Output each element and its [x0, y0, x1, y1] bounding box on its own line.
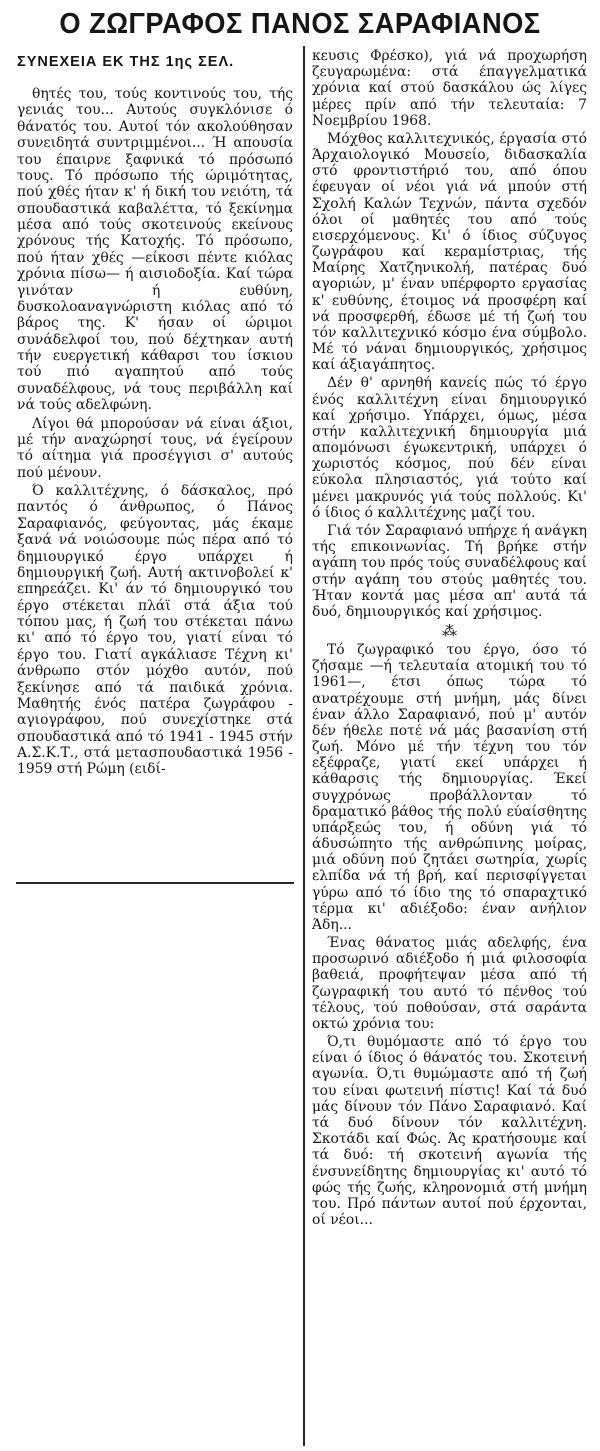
article-headline: Ο ΖΩΓΡΑΦΟΣ ΠΑΝΟΣ ΣΑΡΑΦΙΑΝΟΣ — [59, 8, 541, 40]
paragraph: Ό,τι θυμόμαστε από τό έργο του είναι ό ίδιος ό θάνατός του. Σκοτεινή αγωνία. Ό,τι θυμώμαστε από τή ζωή του είναι φωτεινή πίστις! Καί τά δυό μάς δίνουν τόν Πάνο Σαραφιανό. Καί τά δυό δίνουν τόν καλλιτέχνη. Σκοτάδι καί Φώς. Άς κρατήσουμε καί τά δυό: τή σκοτεινή αγωνία τής ένσυνείδητης δημιουργίας κι' αυτό τό φώς τής ζωής, κληρονομιά στή μνήμη του. Πρό πάντων αυτοί πού έρχονται, οί νέοι... — [312, 1034, 587, 1229]
paragraph: κευσις Φρέσκο), γιά νά προχωρήση ζευγαρωμένα: στά έπαγγελματικά χρόνια καί στού δασκάλου ώς λίγες μέρες πρίν από τήν τελευταία: 7 Νοεμβρίου 1968. — [312, 48, 587, 129]
left-column — [17, 86, 293, 886]
paragraph: Ένας θάνατος μιάς αδελφής, ένα προσωρινό αδιέξοδο ή μιά φιλοσοφία βαθειά, προφήτεψαν μέσα από τή ζωγραφική του αυτό τό πένθος τού τέλους, τού ποθούσαν, στά σαράντα οκτώ χρόνια του: — [312, 935, 587, 1032]
column-divider — [303, 46, 305, 1446]
paragraph: Γιά τόν Σαραφιανό υπήρχε ή ανάγκη τής επικοινωνίας. Τή βρήκε στήν αγάπη του πρός τούς συναδέλφους καί στήν αγάπη του στούς μαθητές του. Ήταν κοντά μας μέσα απ' αυτά τά δυό, δημιουργικός καί χρήσιμος. — [312, 522, 587, 620]
paragraph: Δέν θ' αρνηθή κανείς πώς τό έργο ένός καλλιτέχνη είναι δημιουργικό καί χρήσιμο. Υπάρχει, όμως, μέσα στήν καλλιτεχνική δημιουργία μιά απομόνωσι έγωκεντρική, υπάρχει ό χωριστός κόσμος, πού δέν είναι εύκολα πλησιαστός, γιά τούτο καί μένει μακρυνός γιά τούς πολλούς. Κι' ό ίδιος ό καλλιτέχνης μαζί του. — [312, 375, 587, 521]
section-separator: ⁂ — [442, 622, 457, 641]
paragraph: θητές του, τούς κοντινούς του, τής γενιάς του... Αυτούς συγκλόνισε ό θάνατός του. Αυτοί τόν ακολούθησαν συνειδητά συντριμμένοι... Ή απουσία του έπαιρνε ξαφνικά τό πρόσωπό τους. Τό πρόσωπο τής ώριμότητας, πού χθές ήταν κ' ή δική του νειότη, τά σπουδαστικά καβαλέττα, τό ξεκίνημα μέσα από τούς σκοτεινούς εκείνους χρόνους τής Κατοχής. Τό πρόσωπο, πού ήταν χθές —είκοσι πέντε κιόλας χρόνια πίσω— ή αισιοδοξία. Καί τώρα γινόταν ή ευθύνη, δυσκολοαναγνώριστη κιόλας από τό βάρος της. Κ' ήσαν οί ώριμοι συνάδελφοί του, πού δέχτηκαν αυτή τήν ευεργετική κάθαρσι του ίσκιου τού πιό αγαπητού από τούς συναδέλφους, νά τους περιβάλλη καί νά τούς αδελφώνη. — [17, 86, 293, 414]
paragraph: Λίγοι θά μπορούσαν νά είναι άξιοι, μέ τήν αναχώρησί τους, νά έγείρουν τό αίτημα γιά προσέγγισι σ' αυτούς πού μένουν. — [17, 415, 293, 481]
paragraph: Τό ζωγραφικό του έργο, όσο τό ζήσαμε —ή τελευταία ατομική του τό 1961—, έτσι όπως τώρα τό ανατρέχουμε στή μνήμη, μάς δίνει έναν άλλο Σαραφιανό, πού μ' αυτόν δέν ήθελε ποτέ νά μάς βασανίση στή ζωή. Μόνο μέ τήν τέχνη του τόν εξέφραζε, γιατί εκεί υπάρχει ή κάθαρσις τής δημιουργίας. Έκεί συγχρόνως προβάλλονταν τό δραματικό βάθος τής πολύ εύαίσθητης υπάρξεώς του, ή οδύνη γιά τό άδυσώπητο τής ανθρώπινης μοίρας, μιά οδύνη πού ζητάει σωτηρία, χωρίς ελπίδα νά τή βρή, καί περισφίγγεται γύρω από τό ίδιο της τό σπαραχτικό τέρμα κι' αδιέξοδο: έναν ανήλιον Άδη... — [312, 642, 587, 933]
paragraph: Μόχθος καλλιτεχνικός, έργασία στό Άρχαιολογικό Μουσείο, διδασκαλία στό φροντιστήριό του, από όπου έφευγαν οί νέοι γιά νά μπούν στή Σχολή Καλών Τεχνών, πάντα σχεδόν όλοι οί μαθητές του από τούς εισερχόμενους. Κι' ό ίδιος σύζυγος ζωγράφου καί κεραμίστριας, τής Μαίρης Χατζηνικολή, πατέρας δυό αγοριών, μ' έναν υπέρφορτο εργασίας κ' ευθύνης, έτοιμος νά προσφέρη καί νά προσφερθή, έδωσε μέ τή ζωή του τόν καλλιτεχνικό κόσμο ένα σύμβολο. Μέ τό νάναι δημιουργικός, χρήσιμος καί άξιαγάπητος. — [312, 130, 587, 374]
paragraph: Ό καλλιτέχνης, ό δάσκαλος, πρό παντός ό άνθρωπος, ό Πάνος Σαραφιανός, φεύγοντας, μάς έκαμε ξανά νά νοιώσουμε πώς πέρα από τό δημιουργικό έργο υπάρχει ή δημιουργική ζωή. Αυτή ακτινοβολεί κ' επηρεάζει. Κι' άν τό δημιουργικό του έργο στέκεται πλάϊ στά άξια τού τόπου μας, ή ζωή του στέκεται πάνω κι' από τό έργο του, γιατί είναι τό έργο του. Γιατί αγκάλιασε Τέχνη κι' άνθρωπο στόν μόχθο αυτόν, πού ξεκίνησε από τά παιδικά χρόνια. Μαθητής ένός πατέρα ζωγράφου - αγιογράφου, πού συνεχίστηκε στά σπουδαστικά από τό 1941 - 1945 στήν Α.Σ.Κ.Τ., στά μετασπουδαστικά 1956 - 1959 στή Ρώμη (ειδί- — [17, 483, 293, 778]
continuation-note: ΣΥΝΕΧΕΙΑ ΕΚ ΤΗΣ 1ης ΣΕΛ. — [17, 54, 235, 70]
right-column — [312, 48, 587, 1446]
